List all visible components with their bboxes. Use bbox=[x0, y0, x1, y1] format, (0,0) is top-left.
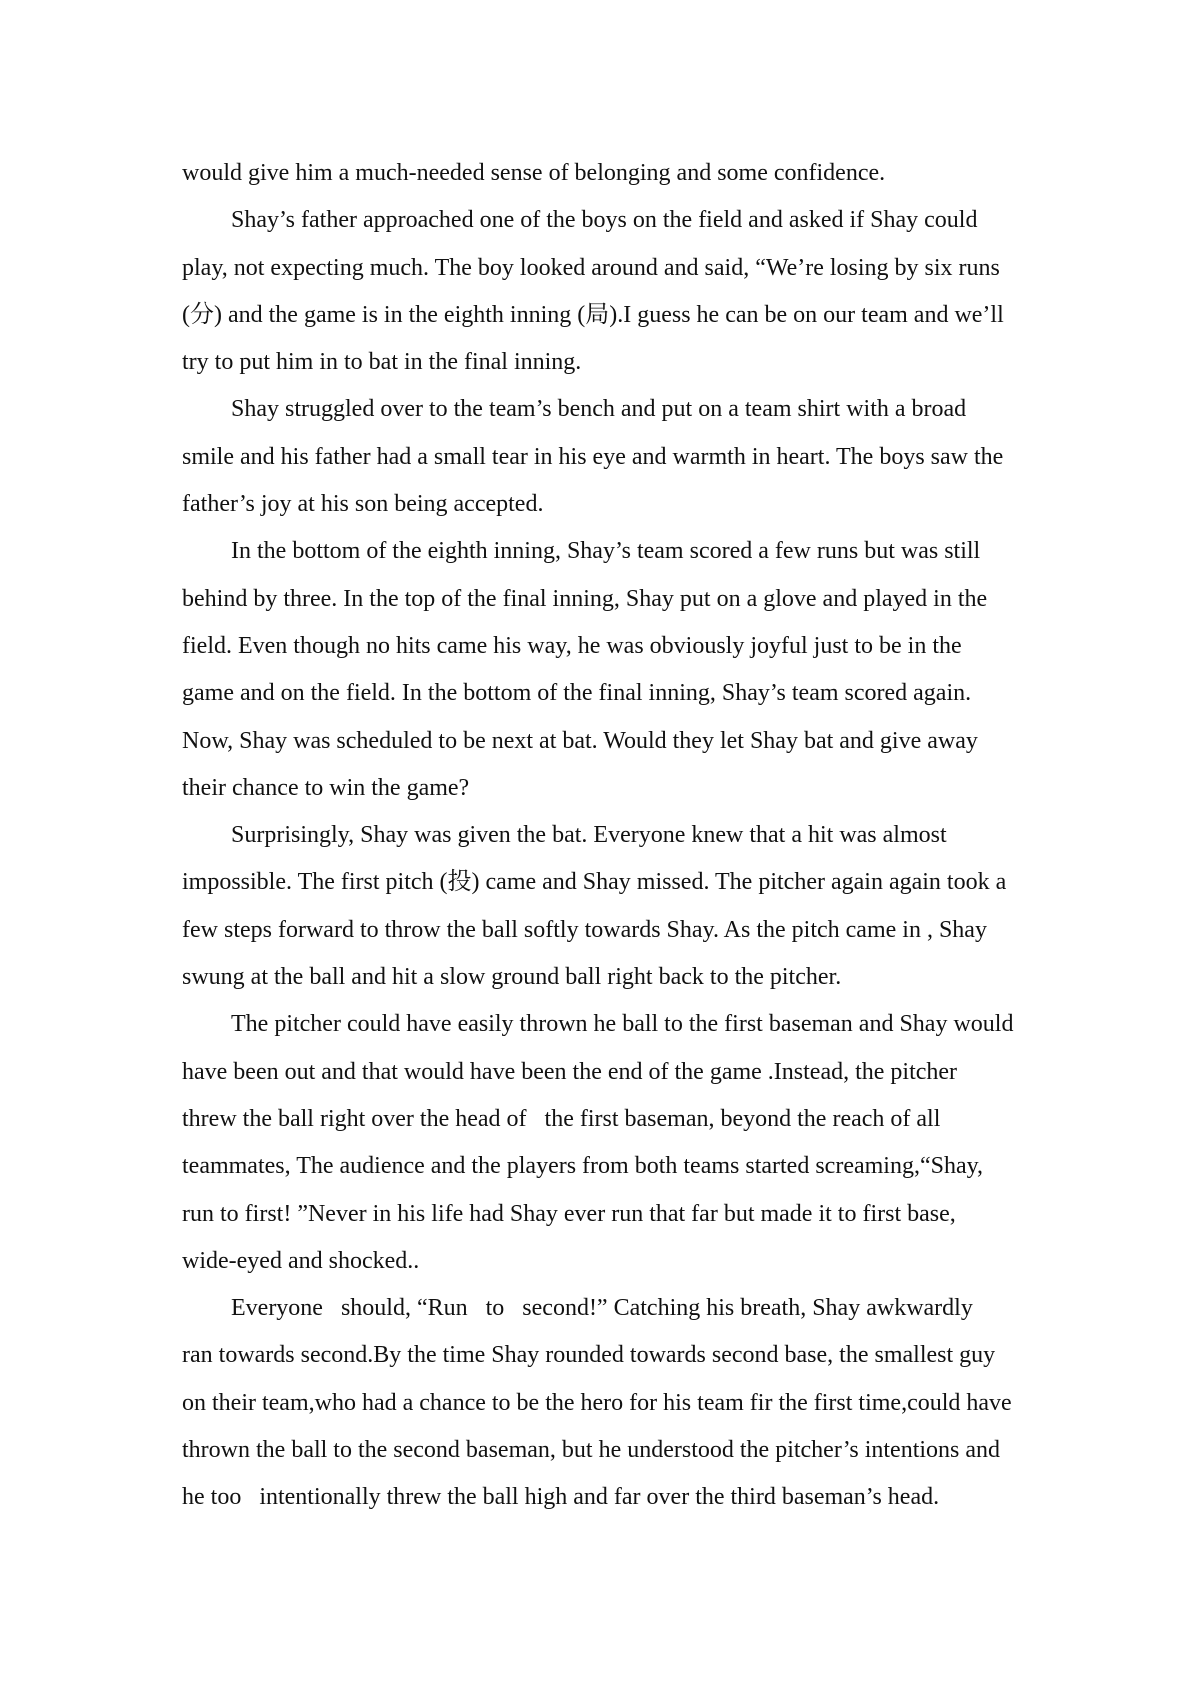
text-line: play, not expecting much. The boy looked around and said, “We’re losing by six runs bbox=[182, 254, 1000, 281]
text-line: threw the ball right over the head of the first baseman, beyond the reach of all bbox=[182, 1105, 941, 1132]
text-line: Shay’s father approached one of the boys on the field and asked if Shay could bbox=[231, 207, 978, 234]
text-line: he too intentionally threw the ball high and far over the third baseman’s head. bbox=[182, 1484, 940, 1511]
text-line: field. Even though no hits came his way, he was obviously joyful just to be in the bbox=[182, 632, 962, 659]
text-line: swung at the ball and hit a slow ground ball right back to the pitcher. bbox=[182, 964, 842, 991]
text-line: smile and his father had a small tear in his eye and warmth in heart. The boys saw the bbox=[182, 443, 1004, 470]
text-line: Now, Shay was scheduled to be next at bat. Would they let Shay bat and give away bbox=[182, 727, 978, 754]
text-line: The pitcher could have easily thrown he ball to the first baseman and Shay would bbox=[231, 1011, 1014, 1038]
text-line: teammates, The audience and the players from both teams started screaming,“Shay, bbox=[182, 1153, 984, 1180]
text-line: Everyone should, “Run to second!” Catching his breath, Shay awkwardly bbox=[231, 1295, 973, 1322]
text-line: few steps forward to throw the ball softly towards Shay. As the pitch came in , Shay bbox=[182, 916, 987, 943]
text-line: wide-eyed and shocked.. bbox=[182, 1247, 420, 1274]
text-line: behind by three. In the top of the final inning, Shay put on a glove and played in the bbox=[182, 585, 988, 612]
text-line: thrown the ball to the second baseman, but he understood the pitcher’s intentions and bbox=[182, 1437, 1001, 1464]
text-line: their chance to win the game? bbox=[182, 774, 470, 801]
text-line: (分) and the game is in the eighth inning (局).I guess he can be on our team and we’ll bbox=[182, 301, 1004, 328]
text-line: run to first! ”Never in his life had Shay ever run that far but made it to first base, bbox=[182, 1200, 956, 1227]
text-line: have been out and that would have been the end of the game .Instead, the pitcher bbox=[182, 1058, 958, 1085]
text-line: impossible. The first pitch (投) came and Shay missed. The pitcher again again took a bbox=[182, 869, 1007, 896]
text-line: game and on the field. In the bottom of the final inning, Shay’s team scored again. bbox=[182, 680, 972, 707]
document-page bbox=[182, 150, 1027, 1522]
text-line: father’s joy at his son being accepted. bbox=[182, 491, 544, 518]
text-line: Shay struggled over to the team’s bench and put on a team shirt with a broad bbox=[231, 396, 967, 423]
text-line: Surprisingly, Shay was given the bat. Everyone knew that a hit was almost bbox=[231, 822, 947, 849]
text-line: In the bottom of the eighth inning, Shay’s team scored a few runs but was still bbox=[231, 538, 981, 565]
text-line: try to put him in to bat in the final inning. bbox=[182, 349, 582, 376]
text-line: would give him a much-needed sense of belonging and some confidence. bbox=[182, 160, 886, 186]
text-line: on their team,who had a chance to be the hero for his team fir the first time,could have bbox=[182, 1389, 1012, 1416]
text-line: ran towards second.By the time Shay rounded towards second base, the smallest guy bbox=[182, 1342, 996, 1369]
